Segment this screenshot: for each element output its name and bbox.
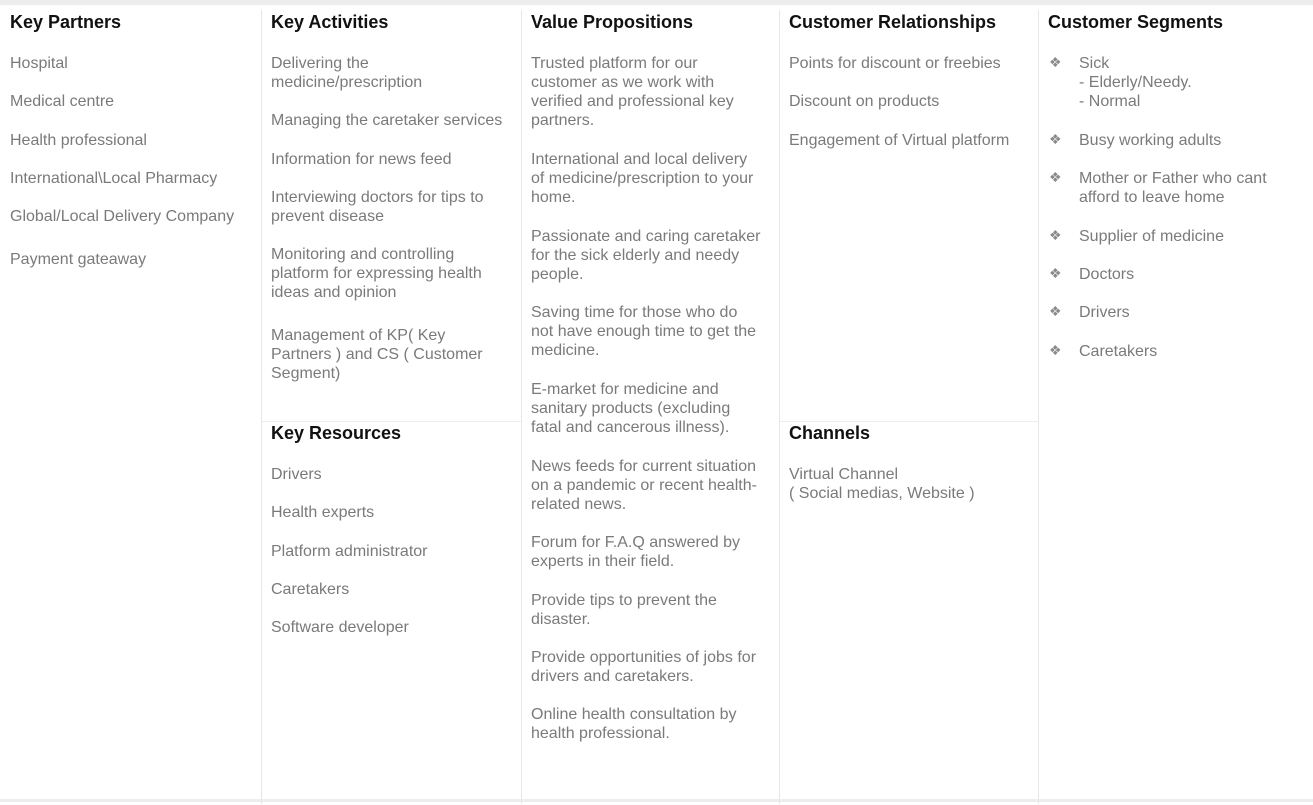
- customer-segment-label: Busy working adults: [1079, 132, 1222, 149]
- customer-relationship-item: Points for discount or freebies: [789, 55, 1001, 72]
- diamond-bullet-icon: ❖: [1049, 265, 1062, 281]
- key-resource-item: Platform administrator: [271, 543, 428, 560]
- customer-segment-label: Drivers: [1079, 304, 1130, 321]
- diamond-bullet-icon: ❖: [1049, 169, 1062, 185]
- customer-segment-label: Caretakers: [1079, 343, 1158, 360]
- key-partner-item: Payment gateaway: [10, 251, 147, 268]
- customer-relationship-item: Engagement of Virtual platform: [789, 132, 1010, 149]
- value-proposition-item: Saving time for those who do not have enough time to get the medicine.: [531, 304, 757, 359]
- customer-relationships-block: [780, 10, 1038, 421]
- key-resource-item: Software developer: [271, 619, 409, 636]
- key-resource-item: Caretakers: [271, 581, 350, 598]
- key-partner-item: International\Local Pharmacy: [10, 170, 218, 187]
- key-activities-column: [261, 10, 521, 804]
- key-partners-column: [0, 10, 261, 804]
- key-resources-heading: Key Resources: [271, 423, 402, 443]
- customer-segment-label: Sick - Elderly/Needy. - Normal: [1079, 55, 1192, 110]
- customer-segment-label: Doctors: [1079, 266, 1135, 283]
- key-partner-item: Hospital: [10, 55, 68, 72]
- key-resources-block: [262, 421, 521, 805]
- diamond-bullet-icon: ❖: [1049, 227, 1062, 243]
- customer-relationships-column: [779, 10, 1038, 804]
- diamond-bullet-icon: ❖: [1049, 303, 1062, 319]
- value-proposition-item: Provide tips to prevent the disaster.: [531, 592, 717, 628]
- value-proposition-item: Provide opportunities of jobs for drivers and caretakers.: [531, 649, 757, 685]
- customer-segments-column: [1038, 10, 1313, 804]
- key-activity-item: Management of KP( Key Partners ) and CS ( Customer Segment): [271, 327, 483, 382]
- value-proposition-item: International and local delivery of medicine/prescription to your home.: [531, 151, 754, 206]
- key-activities-block: [262, 10, 521, 421]
- customer-segment-label: Mother or Father who cant afford to leave home: [1079, 170, 1267, 206]
- key-activity-item: Interviewing doctors for tips to prevent disease: [271, 189, 484, 225]
- channels-heading: Channels: [789, 423, 871, 443]
- key-activity-item: Managing the caretaker services: [271, 112, 503, 129]
- key-partner-item: Health professional: [10, 132, 147, 149]
- value-proposition-item: Trusted platform for our customer as we work with verified and professional key partners.: [531, 55, 734, 129]
- customer-relationship-item: Discount on products: [789, 93, 940, 110]
- key-activity-item: Information for news feed: [271, 151, 452, 168]
- channels-block: [780, 421, 1038, 805]
- key-partner-item: Global/Local Delivery Company: [10, 208, 235, 225]
- value-proposition-item: Online health consultation by health professional.: [531, 706, 737, 742]
- key-resource-item: Health experts: [271, 504, 375, 521]
- value-propositions-heading: Value Propositions: [531, 12, 694, 32]
- value-proposition-item: E-market for medicine and sanitary products (excluding fatal and cancerous illness).: [531, 381, 731, 436]
- key-activity-item: Monitoring and controlling platform for expressing health ideas and opinion: [271, 246, 482, 301]
- customer-segment-label: Supplier of medicine: [1079, 228, 1224, 245]
- key-partner-item: Medical centre: [10, 93, 115, 110]
- channel-item: Virtual Channel ( Social medias, Website ): [789, 466, 975, 502]
- value-propositions-column: [521, 10, 779, 804]
- diamond-bullet-icon: ❖: [1049, 342, 1062, 358]
- key-activities-heading: Key Activities: [271, 12, 389, 32]
- diamond-bullet-icon: ❖: [1049, 131, 1062, 147]
- customer-segments-heading: Customer Segments: [1048, 12, 1224, 32]
- key-partners-heading: Key Partners: [10, 12, 122, 32]
- value-proposition-item: Passionate and caring caretaker for the sick elderly and needy people.: [531, 228, 761, 283]
- value-proposition-item: Forum for F.A.Q answered by experts in their field.: [531, 534, 740, 570]
- customer-relationships-heading: Customer Relationships: [789, 12, 997, 32]
- value-proposition-item: News feeds for current situation on a pandemic or recent health- related news.: [531, 458, 757, 513]
- key-resource-item: Drivers: [271, 466, 322, 483]
- diamond-bullet-icon: ❖: [1049, 54, 1062, 70]
- key-activity-item: Delivering the medicine/prescription: [271, 55, 423, 91]
